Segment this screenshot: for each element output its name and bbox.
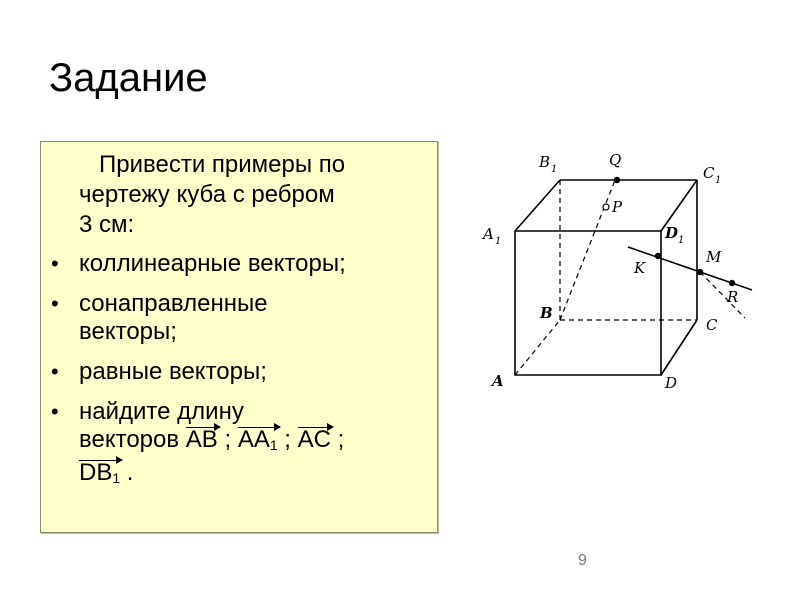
edge-cd [661, 320, 697, 375]
vector-ac: AC [297, 426, 331, 453]
label-c1: C [703, 164, 715, 182]
edge-a1b1 [515, 180, 560, 231]
task-intro [79, 150, 429, 240]
bullet-icon: • [51, 251, 59, 276]
label-d1-sub: 1 [678, 235, 685, 246]
list-item-text: коллинеарные векторы; [79, 250, 346, 277]
label-a: A [492, 372, 504, 390]
label-q: Q [609, 151, 622, 169]
point-k [655, 253, 661, 259]
edge-ab [515, 320, 560, 375]
label-b: B [540, 304, 553, 322]
label-b1-sub: 1 [551, 164, 558, 175]
list-item [41, 250, 439, 278]
label-d: D [665, 374, 678, 392]
vector-aa1: $AA_1$ [238, 426, 278, 459]
label-c: C [706, 316, 718, 334]
label-m: M [706, 248, 722, 266]
point-p [603, 204, 609, 210]
label-a1: A [483, 225, 494, 243]
task-box [40, 141, 438, 533]
vector-ab: AB [185, 426, 218, 453]
intro-line: чертежу куба с ребром [79, 181, 335, 208]
intro-line: Привести примеры по [99, 151, 346, 178]
list-item-text: равные векторы; [79, 358, 267, 385]
point-m [697, 269, 703, 275]
label-p: P [612, 198, 623, 216]
label-b1: B [539, 153, 551, 171]
label-a1-sub: 1 [495, 236, 502, 247]
label-c1-sub: 1 [715, 175, 722, 186]
bullet-icon: • [51, 399, 59, 424]
label-k: K [634, 259, 646, 277]
list-item [41, 358, 439, 386]
list-item-text: найдите длину [79, 398, 244, 425]
slide-title: Задание [49, 56, 208, 100]
page-number: 9 [578, 552, 587, 569]
point-q [614, 177, 620, 183]
label-r: R [727, 288, 739, 306]
vector-list-line: $DB_1$ . [79, 459, 439, 492]
line-bq [560, 180, 615, 320]
list-item-text: векторы; [79, 318, 177, 345]
bullet-icon: • [51, 359, 59, 384]
point-r [729, 280, 735, 286]
label-d1: D [665, 224, 679, 242]
bullet-icon: • [51, 291, 59, 316]
intro-line: 3 см: [79, 211, 135, 238]
vector-db1: $DB_1$ [79, 459, 120, 492]
list-item-text: сонаправленные [79, 290, 268, 317]
task-list [41, 250, 439, 504]
vector-list-line: векторов AB ; $AA_1$ ; AC ; [79, 426, 439, 459]
list-item [41, 398, 439, 492]
front-face [515, 231, 661, 375]
list-item [41, 290, 439, 346]
cube-figure [470, 135, 770, 400]
